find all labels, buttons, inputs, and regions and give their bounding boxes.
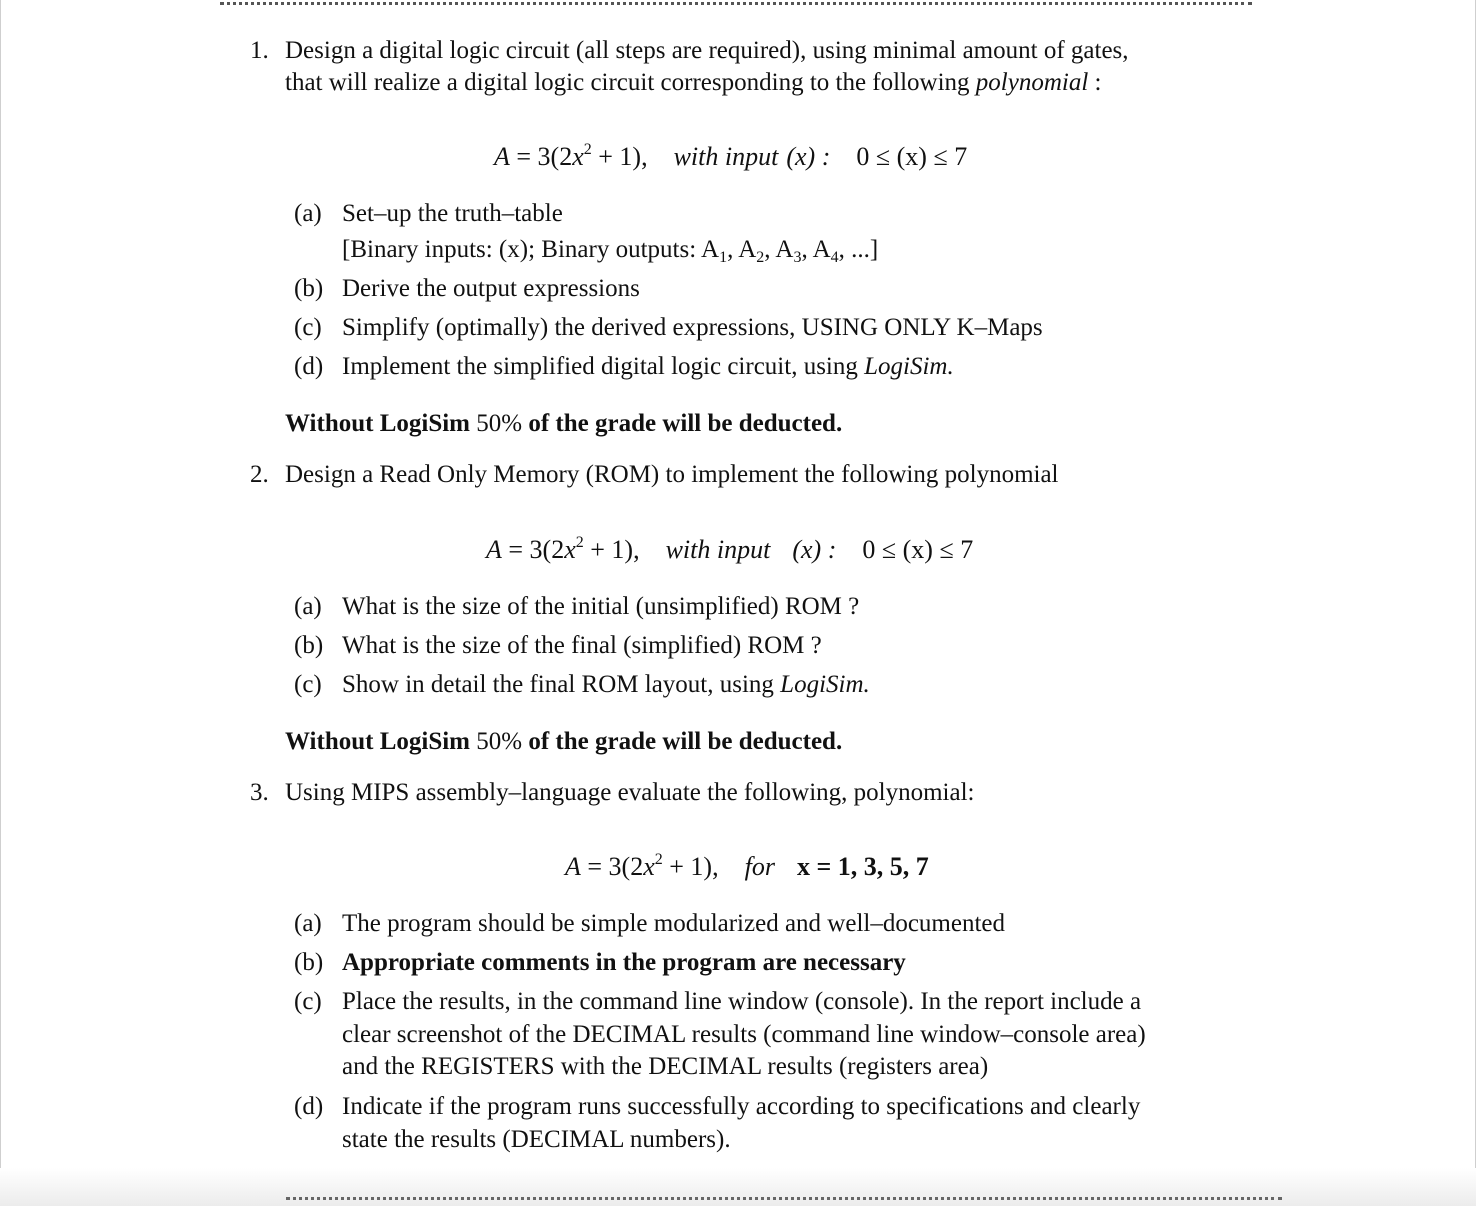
q3-item-b-label: (b) bbox=[294, 949, 324, 976]
q2-item-b-label: (b) bbox=[294, 632, 324, 659]
q1-item-c-text: Simplify (optimally) the derived expressions, USING ONLY K–Maps bbox=[342, 314, 1043, 341]
q3-item-c-label: (c) bbox=[294, 988, 322, 1015]
bottom-dotted-rule bbox=[286, 1197, 1282, 1200]
q1-item-d-text: Implement the simplified digital logic circuit, using LogiSim. bbox=[342, 353, 954, 380]
q1-item-d-label: (d) bbox=[294, 353, 324, 380]
q2-number: 2. bbox=[250, 461, 269, 488]
q3-item-c-line3: and the REGISTERS with the DECIMAL results (registers area) bbox=[342, 1053, 989, 1080]
top-dotted-rule bbox=[220, 2, 1252, 5]
q3-line1: Using MIPS assembly–language evaluate the following, polynomial: bbox=[285, 779, 975, 806]
q2-item-c-label: (c) bbox=[294, 671, 322, 698]
q1-grade-note: Without LogiSim 50% of the grade will be deducted. bbox=[285, 410, 843, 437]
q3-item-c-line1: Place the results, in the command line window (console). In the report include a bbox=[342, 988, 1142, 1015]
q1-item-c-label: (c) bbox=[294, 314, 322, 341]
q3-number: 3. bbox=[250, 779, 269, 806]
q2-item-c-text: Show in detail the final ROM layout, using LogiSim. bbox=[342, 671, 870, 698]
q2-item-b-text: What is the size of the final (simplified) ROM ? bbox=[342, 632, 822, 659]
q1-item-a-text: Set–up the truth–table bbox=[342, 200, 563, 227]
page-bottom-shadow bbox=[0, 1168, 1476, 1206]
q2-line1: Design a Read Only Memory (ROM) to implement the following polynomial bbox=[285, 461, 1059, 488]
q3-item-d-line2: state the results (DECIMAL numbers). bbox=[342, 1126, 731, 1153]
q2-grade-note: Without LogiSim 50% of the grade will be deducted. bbox=[285, 728, 843, 755]
q3-item-d-label: (d) bbox=[294, 1093, 324, 1120]
q2-equation: $A = 3(2x^2 + 1)$, with input (x) : 0 ≤ (x) ≤ 7 bbox=[486, 534, 974, 564]
q1-item-b-text: Derive the output expressions bbox=[342, 275, 640, 302]
q2-item-a-text: What is the size of the initial (unsimplified) ROM ? bbox=[342, 593, 860, 620]
q2-item-a-label: (a) bbox=[294, 593, 322, 620]
q1-number: 1. bbox=[250, 37, 269, 64]
q3-equation: $A = 3(2x^2 + 1)$, for x = 1, 3, 5, 7 bbox=[565, 851, 929, 881]
q1-item-a-label: (a) bbox=[294, 200, 322, 227]
q3-item-b-text: Appropriate comments in the program are necessary bbox=[342, 949, 906, 976]
q3-item-d-line1: Indicate if the program runs successfully according to specifications and clearly bbox=[342, 1093, 1141, 1120]
q3-item-c-line2: clear screenshot of the DECIMAL results (command line window–console area) bbox=[342, 1021, 1146, 1048]
q1-equation: $A = 3(2x^2 + 1)$, with input (x) : 0 ≤ (x) ≤ 7 bbox=[494, 141, 968, 171]
q1-line1: Design a digital logic circuit (all steps are required), using minimal amount of gates, bbox=[285, 37, 1129, 64]
q1-line2: that will realize a digital logic circuit corresponding to the following polynomial : bbox=[285, 69, 1102, 96]
q3-item-a-text: The program should be simple modularized and well–documented bbox=[342, 910, 1006, 937]
q3-item-a-label: (a) bbox=[294, 910, 322, 937]
q1-item-b-label: (b) bbox=[294, 275, 324, 302]
q1-item-a-subtext: [Binary inputs: (x); Binary outputs: $A_1$, $A_2$, $A_3$, $A_4$, ...] bbox=[342, 236, 879, 266]
